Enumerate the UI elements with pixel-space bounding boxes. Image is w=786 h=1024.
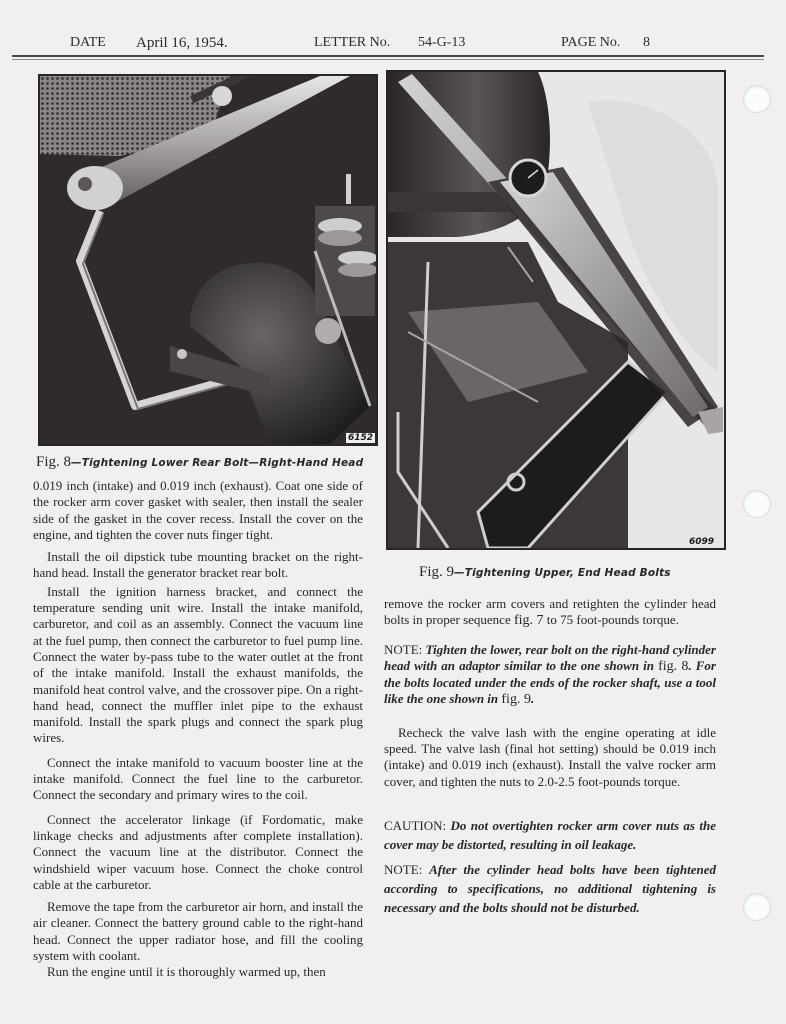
punch-hole-icon xyxy=(743,490,771,518)
figure-8-label: Fig. 8 xyxy=(36,454,72,470)
note-text: After the cylinder head bolts have been tightened according to specifications, no additional tightening is necessary and the bolts should not be disturbed. xyxy=(384,861,716,915)
punch-hole-icon xyxy=(743,893,771,921)
note-text: Tighten the lower, rear bolt on the right-hand cylinder head with an adaptor similar to the one shown in xyxy=(384,641,716,673)
paragraph-valve-lash-cover: 0.019 inch (intake) and 0.019 inch (exhaust). Coat one side of the rocker arm cover gasket with sealer, then install the sealer side of the gasket in the cover recess. Install the cover on the engine, and tighten the cover nuts finger tight. xyxy=(33,478,363,542)
torque-wrench-photo-icon xyxy=(388,72,724,548)
header-rule-thick xyxy=(12,55,764,57)
paragraph-run-engine: Run the engine until it is thoroughly warmed up, then xyxy=(47,964,326,980)
letter-header xyxy=(0,33,786,55)
note-label: NOTE: xyxy=(384,641,426,657)
figure-9-label: Fig. 9 xyxy=(419,564,455,580)
caution-label: CAUTION: xyxy=(384,817,451,833)
right-column-text xyxy=(384,596,716,917)
note-text: . xyxy=(530,691,535,707)
paragraph-retighten-head-bolts xyxy=(384,596,716,630)
figure-9-caption xyxy=(419,564,671,581)
punch-hole-icon xyxy=(743,85,771,113)
figure-reference: fig. 8 xyxy=(658,658,689,674)
header-rule-thin xyxy=(12,59,764,60)
left-column-text xyxy=(33,478,363,981)
caution-text: Do not overtighten rocker arm cover nuts as the cover may be distorted, resulting in oil leakage. xyxy=(384,817,716,852)
paragraph-dipstick-bracket: Install the oil dipstick tube mounting bracket on the right-hand head. Install the generator bracket rear bolt. xyxy=(33,549,363,581)
page-number-value: 8 xyxy=(643,35,650,50)
text-run: remove the rocker arm covers and retighten the cylinder head bolts in proper sequence xyxy=(384,596,716,628)
paragraph-recheck-valve-lash: Recheck the valve lash with the engine operating at idle speed. The valve lash (final hot setting) should be 0.019 inch (intake) and 0.019 inch (exhaust). Install the valve rocker arm cover, and tighten the nuts to 2.0-2.5 foot-pounds torque. xyxy=(384,724,716,789)
caution-overtighten xyxy=(384,816,716,854)
figure-reference: fig. 9 xyxy=(501,692,531,708)
paragraph-ignition-harness: Install the ignition harness bracket, and connect the temperature sending unit wire. Install the intake manifold, carburetor, and coil as an assembly. Connect the vacuum line at the fuel pump, then connect the carburetor to fuel pump line. Connect the water by-pass tube to the water outlet at the front of the intake manifold. Install the exhaust manifolds, the manifold heat control valve, and the crossover pipe. On a right-hand head, connect the muffler inlet pipe to the exhaust manifold. Install the spark plugs and connect the spark plug wires. xyxy=(33,583,363,746)
note-no-retightening xyxy=(384,860,716,917)
figure-9-photo xyxy=(386,70,726,550)
figure-8-number: 6152 xyxy=(347,433,373,443)
letter-number-label: LETTER No. xyxy=(314,35,391,50)
figure-9-title: —Tightening Upper, End Head Bolts xyxy=(454,567,671,579)
figure-reference: fig. 7 xyxy=(513,613,544,629)
figure-8-caption xyxy=(36,454,363,471)
note-text: . For the bolts located under the ends of the rocker shaft, use a tool like the one shown in xyxy=(384,657,716,707)
figure-9-number: 6099 xyxy=(688,537,714,547)
paragraph-air-cleaner: Remove the tape from the carburetor air horn, and install the air cleaner. Connect the battery ground cable to the right-hand head. Connect the upper radiator hose, and fill the cooling system with coolant. xyxy=(33,899,363,964)
date-label: DATE xyxy=(70,35,106,50)
note-adaptor xyxy=(384,642,716,709)
text-run: to 75 foot-pounds torque. xyxy=(543,612,679,628)
note-label: NOTE: xyxy=(384,861,430,877)
ratchet-adaptor-photo-icon xyxy=(40,76,376,444)
letter-number-value: 54-G-13 xyxy=(418,35,466,50)
date-value: April 16, 1954. xyxy=(136,35,228,51)
figure-8-photo xyxy=(38,74,378,446)
figure-8-title: —Tightening Lower Rear Bolt—Right-Hand Head xyxy=(71,457,364,469)
paragraph-vacuum-booster: Connect the intake manifold to vacuum booster line at the intake manifold. Connect the fuel line to the carburetor. Connect the secondary and primary wires to the coil. xyxy=(33,754,363,803)
page-number-label: PAGE No. xyxy=(561,35,621,50)
paragraph-accelerator-linkage: Connect the accelerator linkage (if Fordomatic, make linkage checks and adjustments after complete installation). Connect the vacuum line at the distributor. Connect the windshield wiper vacuum hose. Connect the choke control cable at the carburetor. xyxy=(33,811,363,892)
